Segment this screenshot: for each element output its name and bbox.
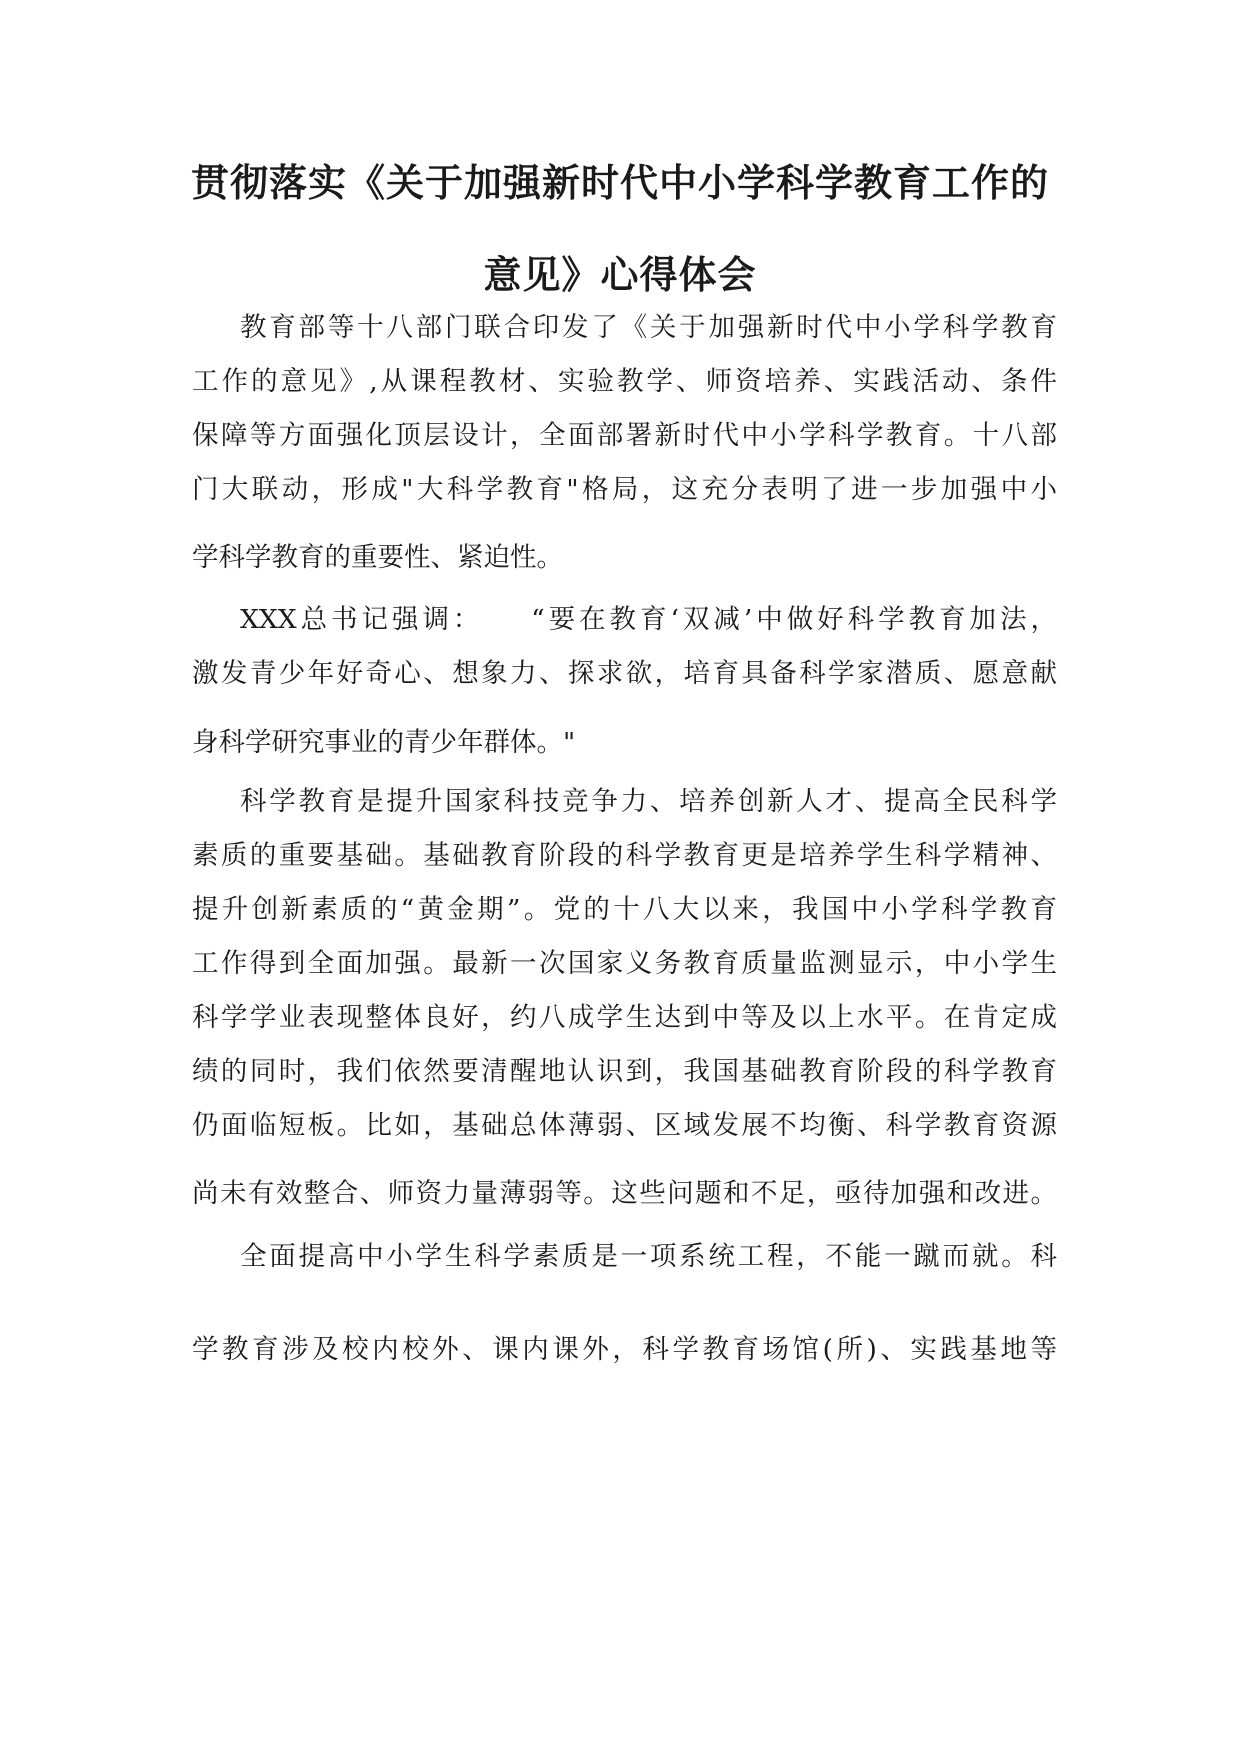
title-line-2: 意见》心得体会: [483, 253, 757, 297]
paragraph-3-line-6: 绩的同时，我们依然要清醒地认识到，我国基础教育阶段的科学教育: [192, 1056, 1057, 1087]
paragraph-3-line-7: 仍面临短板。比如，基础总体薄弱、区域发展不均衡、科学教育资源: [192, 1110, 1057, 1141]
paragraph-3-line-5: 科学学业表现整体良好，约八成学生达到中等及以上水平。在肯定成: [192, 1002, 1057, 1033]
paragraph-1-line-1: 教育部等十八部门联合印发了《关于加强新时代中小学科学教育: [240, 312, 1057, 343]
paragraph-1-line-2: 工作的意见》,从课程教材、实验教学、师资培养、实践活动、条件: [192, 366, 1057, 397]
paragraph-3-line-3: 提升创新素质的“黄金期”。党的十八大以来，我国中小学科学教育: [192, 894, 1057, 925]
paragraph-3-line-8: 尚未有效整合、师资力量薄弱等。这些问题和不足，亟待加强和改进。: [192, 1178, 1057, 1209]
paragraph-3-line-1: 科学教育是提升国家科技竞争力、培养创新人才、提高全民科学: [240, 786, 1057, 817]
paragraph-1-line-5: 学科学教育的重要性、紧迫性。: [192, 542, 563, 573]
paragraph-1-line-4: 门大联动，形成"大科学教育"格局，这充分表明了进一步加强中小: [192, 474, 1057, 505]
paragraph-2-line-2: 激发青少年好奇心、想象力、探求欲，培育具备科学家潜质、愿意献: [192, 658, 1057, 689]
paragraph-2-line-3: 身科学研究事业的青少年群体。": [192, 727, 576, 758]
paragraph-4-line-2: 学教育涉及校内校外、课内课外，科学教育场馆(所)、实践基地等: [192, 1334, 1057, 1365]
paragraph-3-line-2: 素质的重要基础。基础教育阶段的科学教育更是培养学生科学精神、: [192, 840, 1057, 871]
paragraph-2-line-1: XXX总书记强调： “要在教育‘双减’中做好科学教育加法，: [240, 604, 1057, 635]
title-line-1: 贯彻落实《关于加强新时代中小学科学教育工作的: [190, 161, 1049, 205]
paragraph-1-line-3: 保障等方面强化顶层设计，全面部署新时代中小学科学教育。十八部: [192, 420, 1057, 451]
paragraph-3-line-4: 工作得到全面加强。最新一次国家义务教育质量监测显示，中小学生: [192, 948, 1057, 979]
paragraph-4-line-1: 全面提高中小学生科学素质是一项系统工程，不能一蹴而就。科: [240, 1241, 1057, 1272]
